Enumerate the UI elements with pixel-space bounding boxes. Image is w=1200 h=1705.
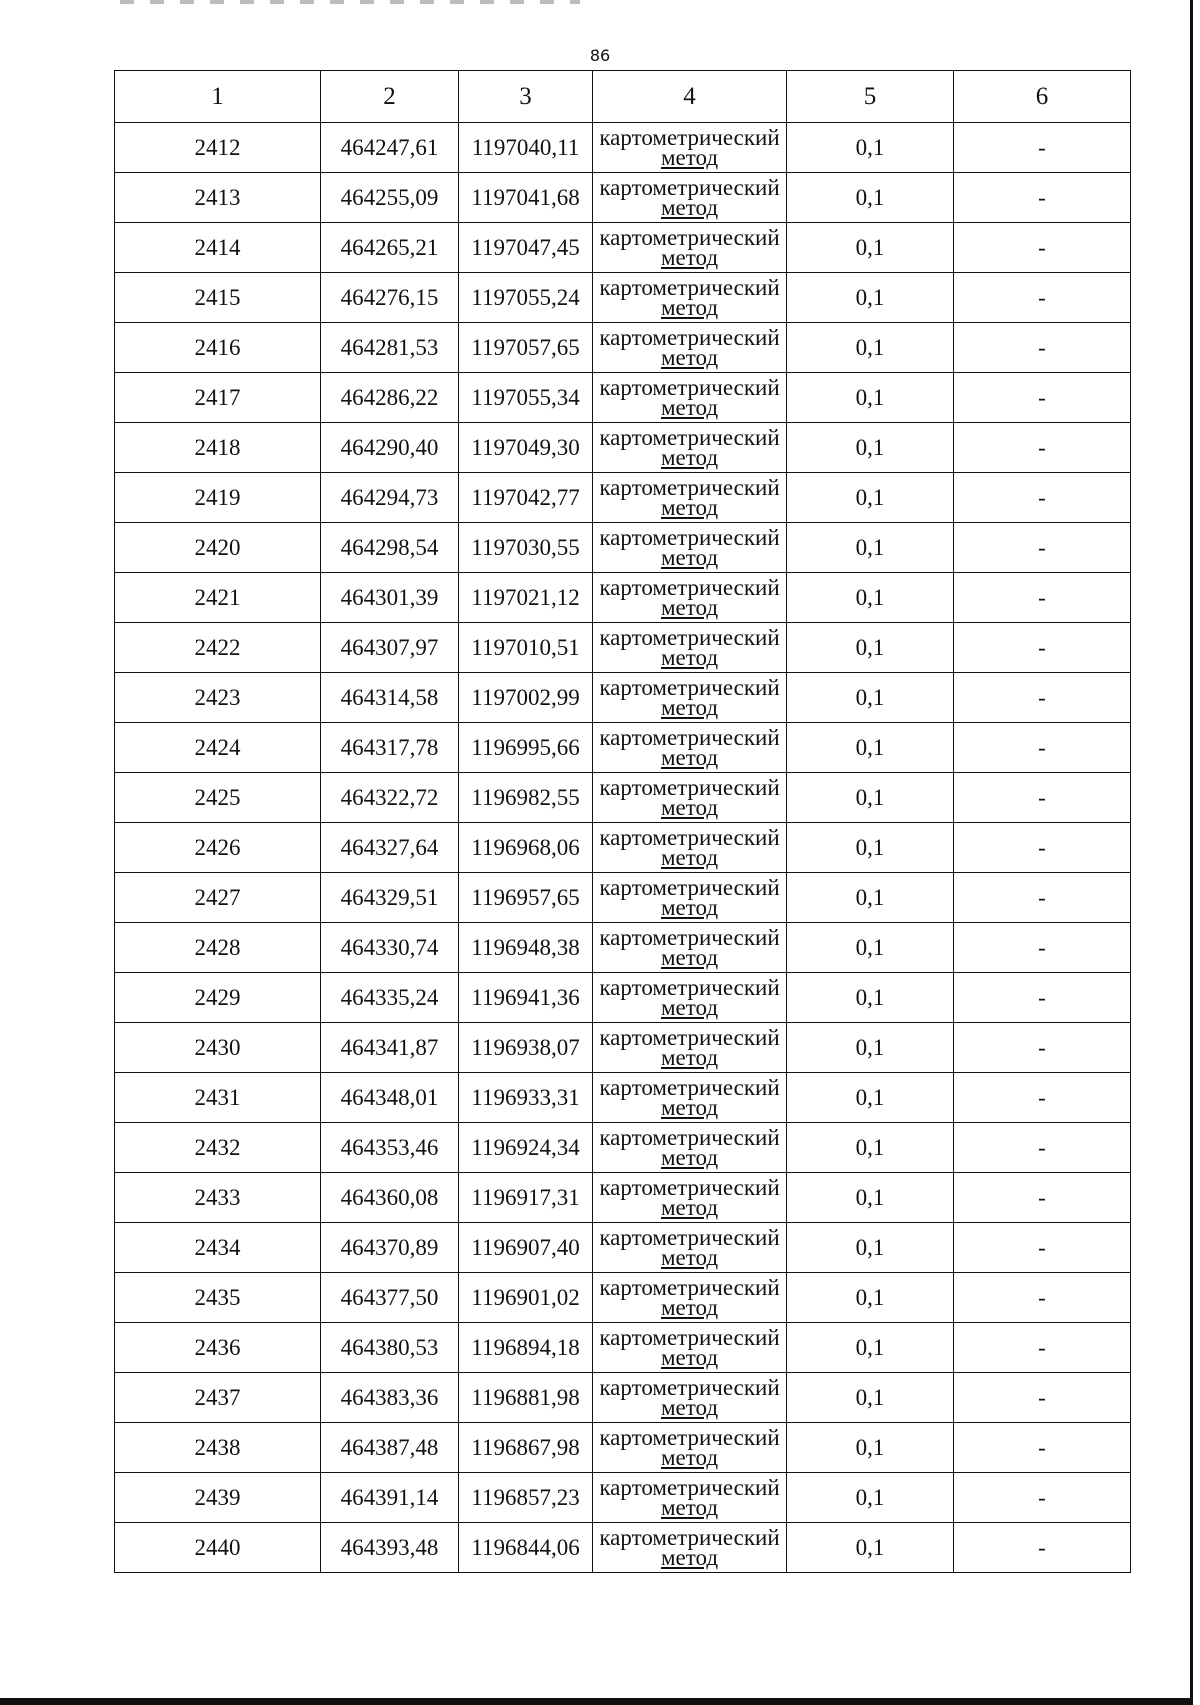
column-header-2: 2 <box>321 71 459 123</box>
method-cell <box>593 1223 787 1273</box>
table-row <box>115 573 1131 623</box>
point-number-cell: 2414 <box>115 223 321 273</box>
method-text-line-2: метод <box>660 744 719 770</box>
y-coordinate-cell: 1196957,65 <box>459 873 593 923</box>
note-cell: - <box>954 1523 1131 1573</box>
table-row <box>115 823 1131 873</box>
method-cell <box>593 1423 787 1473</box>
y-coordinate-cell: 1196844,06 <box>459 1523 593 1573</box>
method-cell <box>593 573 787 623</box>
accuracy-cell: 0,1 <box>787 1273 954 1323</box>
method-text-line-1: картометрический <box>599 1024 780 1050</box>
y-coordinate-cell: 1196924,34 <box>459 1123 593 1173</box>
note-cell: - <box>954 323 1131 373</box>
method-cell <box>593 473 787 523</box>
note-cell: - <box>954 423 1131 473</box>
x-coordinate-cell: 464314,58 <box>321 673 459 723</box>
method-text-line-2: метод <box>660 244 719 270</box>
table-row <box>115 673 1131 723</box>
y-coordinate-cell: 1196982,55 <box>459 773 593 823</box>
accuracy-cell: 0,1 <box>787 373 954 423</box>
accuracy-cell: 0,1 <box>787 1373 954 1423</box>
y-coordinate-cell: 1197042,77 <box>459 473 593 523</box>
y-coordinate-cell: 1197049,30 <box>459 423 593 473</box>
method-cell <box>593 123 787 173</box>
y-coordinate-cell: 1197055,34 <box>459 373 593 423</box>
y-coordinate-cell: 1197021,12 <box>459 573 593 623</box>
method-text-line-1: картометрический <box>599 574 780 600</box>
accuracy-cell: 0,1 <box>787 423 954 473</box>
accuracy-cell: 0,1 <box>787 623 954 673</box>
method-text-line-2: метод <box>660 144 719 170</box>
method-text-line-2: метод <box>660 344 719 370</box>
note-cell: - <box>954 223 1131 273</box>
point-number-cell: 2425 <box>115 773 321 823</box>
method-text-line-1: картометрический <box>599 1474 780 1500</box>
x-coordinate-cell: 464286,22 <box>321 373 459 423</box>
accuracy-cell: 0,1 <box>787 823 954 873</box>
note-cell: - <box>954 773 1131 823</box>
method-text-line-1: картометрический <box>599 1224 780 1250</box>
note-cell: - <box>954 1323 1131 1373</box>
point-number-cell: 2417 <box>115 373 321 423</box>
method-text-line-1: картометрический <box>599 324 780 350</box>
table-row <box>115 773 1131 823</box>
accuracy-cell: 0,1 <box>787 573 954 623</box>
column-header-3: 3 <box>459 71 593 123</box>
method-cell <box>593 1273 787 1323</box>
point-number-cell: 2422 <box>115 623 321 673</box>
accuracy-cell: 0,1 <box>787 1523 954 1573</box>
table-row <box>115 1523 1131 1573</box>
method-text-line-2: метод <box>660 644 719 670</box>
x-coordinate-cell: 464383,36 <box>321 1373 459 1423</box>
accuracy-cell: 0,1 <box>787 873 954 923</box>
note-cell: - <box>954 923 1131 973</box>
point-number-cell: 2419 <box>115 473 321 523</box>
point-number-cell: 2421 <box>115 573 321 623</box>
note-cell: - <box>954 1223 1131 1273</box>
table-row <box>115 873 1131 923</box>
x-coordinate-cell: 464317,78 <box>321 723 459 773</box>
method-text-line-1: картометрический <box>599 274 780 300</box>
method-text-line-2: метод <box>660 894 719 920</box>
method-text-line-2: метод <box>660 1544 719 1570</box>
y-coordinate-cell: 1196857,23 <box>459 1473 593 1523</box>
method-text-line-1: картометрический <box>599 1524 780 1550</box>
point-number-cell: 2427 <box>115 873 321 923</box>
point-number-cell: 2437 <box>115 1373 321 1423</box>
point-number-cell: 2433 <box>115 1173 321 1223</box>
method-cell <box>593 1323 787 1373</box>
accuracy-cell: 0,1 <box>787 173 954 223</box>
table-row <box>115 1073 1131 1123</box>
x-coordinate-cell: 464393,48 <box>321 1523 459 1573</box>
method-text-line-2: метод <box>660 394 719 420</box>
accuracy-cell: 0,1 <box>787 1173 954 1223</box>
table-row <box>115 1023 1131 1073</box>
method-cell <box>593 323 787 373</box>
method-text-line-1: картометрический <box>599 124 780 150</box>
method-cell <box>593 1473 787 1523</box>
y-coordinate-cell: 1196938,07 <box>459 1023 593 1073</box>
y-coordinate-cell: 1197047,45 <box>459 223 593 273</box>
y-coordinate-cell: 1196907,40 <box>459 1223 593 1273</box>
note-cell: - <box>954 623 1131 673</box>
scan-artifact-top <box>120 0 580 4</box>
point-number-cell: 2432 <box>115 1123 321 1173</box>
method-cell <box>593 423 787 473</box>
x-coordinate-cell: 464360,08 <box>321 1173 459 1223</box>
accuracy-cell: 0,1 <box>787 1223 954 1273</box>
point-number-cell: 2439 <box>115 1473 321 1523</box>
x-coordinate-cell: 464341,87 <box>321 1023 459 1073</box>
note-cell: - <box>954 673 1131 723</box>
method-text-line-2: метод <box>660 844 719 870</box>
table-row <box>115 523 1131 573</box>
note-cell: - <box>954 1373 1131 1423</box>
method-text-line-2: метод <box>660 694 719 720</box>
note-cell: - <box>954 873 1131 923</box>
note-cell: - <box>954 1023 1131 1073</box>
method-text-line-2: метод <box>660 294 719 320</box>
method-text-line-1: картометрический <box>599 1124 780 1150</box>
point-number-cell: 2423 <box>115 673 321 723</box>
method-text-line-2: метод <box>660 994 719 1020</box>
y-coordinate-cell: 1196968,06 <box>459 823 593 873</box>
method-text-line-1: картометрический <box>599 974 780 1000</box>
table-row <box>115 273 1131 323</box>
method-cell <box>593 223 787 273</box>
y-coordinate-cell: 1196933,31 <box>459 1073 593 1123</box>
x-coordinate-cell: 464276,15 <box>321 273 459 323</box>
note-cell: - <box>954 473 1131 523</box>
coordinates-table <box>114 70 1131 1573</box>
method-cell <box>593 873 787 923</box>
header-row <box>115 71 1131 123</box>
x-coordinate-cell: 464327,64 <box>321 823 459 873</box>
x-coordinate-cell: 464330,74 <box>321 923 459 973</box>
column-header-1: 1 <box>115 71 321 123</box>
note-cell: - <box>954 973 1131 1023</box>
method-text-line-2: метод <box>660 1444 719 1470</box>
method-text-line-2: метод <box>660 1144 719 1170</box>
method-text-line-2: метод <box>660 794 719 820</box>
x-coordinate-cell: 464335,24 <box>321 973 459 1023</box>
column-header-4: 4 <box>593 71 787 123</box>
method-text-line-2: метод <box>660 444 719 470</box>
point-number-cell: 2429 <box>115 973 321 1023</box>
method-cell <box>593 1523 787 1573</box>
x-coordinate-cell: 464307,97 <box>321 623 459 673</box>
method-cell <box>593 523 787 573</box>
x-coordinate-cell: 464294,73 <box>321 473 459 523</box>
method-cell <box>593 1373 787 1423</box>
y-coordinate-cell: 1197055,24 <box>459 273 593 323</box>
accuracy-cell: 0,1 <box>787 1323 954 1373</box>
accuracy-cell: 0,1 <box>787 1073 954 1123</box>
table-row <box>115 1373 1131 1423</box>
point-number-cell: 2428 <box>115 923 321 973</box>
point-number-cell: 2426 <box>115 823 321 873</box>
point-number-cell: 2436 <box>115 1323 321 1373</box>
accuracy-cell: 0,1 <box>787 273 954 323</box>
y-coordinate-cell: 1196917,31 <box>459 1173 593 1223</box>
method-cell <box>593 823 787 873</box>
y-coordinate-cell: 1197041,68 <box>459 173 593 223</box>
method-text-line-1: картометрический <box>599 824 780 850</box>
table-row <box>115 1423 1131 1473</box>
method-text-line-1: картометрический <box>599 1074 780 1100</box>
note-cell: - <box>954 573 1131 623</box>
method-cell <box>593 673 787 723</box>
note-cell: - <box>954 173 1131 223</box>
accuracy-cell: 0,1 <box>787 223 954 273</box>
point-number-cell: 2440 <box>115 1523 321 1573</box>
x-coordinate-cell: 464301,39 <box>321 573 459 623</box>
method-text-line-2: метод <box>660 1394 719 1420</box>
point-number-cell: 2430 <box>115 1023 321 1073</box>
note-cell: - <box>954 123 1131 173</box>
point-number-cell: 2420 <box>115 523 321 573</box>
method-text-line-2: метод <box>660 1044 719 1070</box>
table-row <box>115 373 1131 423</box>
y-coordinate-cell: 1197040,11 <box>459 123 593 173</box>
y-coordinate-cell: 1197002,99 <box>459 673 593 723</box>
method-text-line-2: метод <box>660 944 719 970</box>
accuracy-cell: 0,1 <box>787 973 954 1023</box>
note-cell: - <box>954 373 1131 423</box>
column-header-5: 5 <box>787 71 954 123</box>
method-text-line-2: метод <box>660 194 719 220</box>
point-number-cell: 2415 <box>115 273 321 323</box>
method-text-line-1: картометрический <box>599 174 780 200</box>
note-cell: - <box>954 1273 1131 1323</box>
x-coordinate-cell: 464322,72 <box>321 773 459 823</box>
method-text-line-1: картометрический <box>599 224 780 250</box>
method-text-line-1: картометрический <box>599 1324 780 1350</box>
table-row <box>115 473 1131 523</box>
table-row <box>115 123 1131 173</box>
y-coordinate-cell: 1197057,65 <box>459 323 593 373</box>
point-number-cell: 2434 <box>115 1223 321 1273</box>
note-cell: - <box>954 823 1131 873</box>
x-coordinate-cell: 464247,61 <box>321 123 459 173</box>
y-coordinate-cell: 1196948,38 <box>459 923 593 973</box>
x-coordinate-cell: 464265,21 <box>321 223 459 273</box>
accuracy-cell: 0,1 <box>787 1123 954 1173</box>
x-coordinate-cell: 464377,50 <box>321 1273 459 1323</box>
point-number-cell: 2413 <box>115 173 321 223</box>
accuracy-cell: 0,1 <box>787 473 954 523</box>
accuracy-cell: 0,1 <box>787 923 954 973</box>
method-cell <box>593 373 787 423</box>
method-text-line-2: метод <box>660 594 719 620</box>
method-text-line-1: картометрический <box>599 1374 780 1400</box>
method-text-line-1: картометрический <box>599 374 780 400</box>
method-cell <box>593 1073 787 1123</box>
method-text-line-1: картометрический <box>599 674 780 700</box>
table-row <box>115 1123 1131 1173</box>
column-header-6: 6 <box>954 71 1131 123</box>
scan-bottom-border <box>0 1698 1193 1705</box>
y-coordinate-cell: 1196881,98 <box>459 1373 593 1423</box>
table-row <box>115 223 1131 273</box>
y-coordinate-cell: 1196901,02 <box>459 1273 593 1323</box>
method-text-line-2: метод <box>660 1094 719 1120</box>
y-coordinate-cell: 1196941,36 <box>459 973 593 1023</box>
table-row <box>115 173 1131 223</box>
note-cell: - <box>954 1073 1131 1123</box>
method-cell <box>593 1173 787 1223</box>
x-coordinate-cell: 464329,51 <box>321 873 459 923</box>
note-cell: - <box>954 1423 1131 1473</box>
table-row <box>115 623 1131 673</box>
table-row <box>115 1473 1131 1523</box>
point-number-cell: 2438 <box>115 1423 321 1473</box>
x-coordinate-cell: 464380,53 <box>321 1323 459 1373</box>
y-coordinate-cell: 1196867,98 <box>459 1423 593 1473</box>
method-cell <box>593 623 787 673</box>
method-text-line-2: метод <box>660 1194 719 1220</box>
method-text-line-2: метод <box>660 1344 719 1370</box>
table-row <box>115 1223 1131 1273</box>
x-coordinate-cell: 464290,40 <box>321 423 459 473</box>
x-coordinate-cell: 464387,48 <box>321 1423 459 1473</box>
note-cell: - <box>954 1123 1131 1173</box>
method-text-line-1: картометрический <box>599 724 780 750</box>
y-coordinate-cell: 1196894,18 <box>459 1323 593 1373</box>
method-cell <box>593 273 787 323</box>
accuracy-cell: 0,1 <box>787 723 954 773</box>
method-text-line-1: картометрический <box>599 874 780 900</box>
method-text-line-1: картометрический <box>599 1424 780 1450</box>
table-row <box>115 323 1131 373</box>
table-row <box>115 723 1131 773</box>
y-coordinate-cell: 1197010,51 <box>459 623 593 673</box>
method-cell <box>593 173 787 223</box>
accuracy-cell: 0,1 <box>787 773 954 823</box>
table-row <box>115 923 1131 973</box>
method-text-line-1: картометрический <box>599 424 780 450</box>
x-coordinate-cell: 464370,89 <box>321 1223 459 1273</box>
method-cell <box>593 773 787 823</box>
method-text-line-1: картометрический <box>599 624 780 650</box>
table-body <box>115 123 1131 1573</box>
accuracy-cell: 0,1 <box>787 1473 954 1523</box>
method-text-line-1: картометрический <box>599 924 780 950</box>
method-text-line-2: метод <box>660 1294 719 1320</box>
accuracy-cell: 0,1 <box>787 323 954 373</box>
note-cell: - <box>954 273 1131 323</box>
method-text-line-2: метод <box>660 1244 719 1270</box>
x-coordinate-cell: 464353,46 <box>321 1123 459 1173</box>
note-cell: - <box>954 1473 1131 1523</box>
x-coordinate-cell: 464298,54 <box>321 523 459 573</box>
x-coordinate-cell: 464348,01 <box>321 1073 459 1123</box>
accuracy-cell: 0,1 <box>787 1023 954 1073</box>
method-text-line-1: картометрический <box>599 1274 780 1300</box>
scan-right-border <box>1190 0 1193 1705</box>
note-cell: - <box>954 723 1131 773</box>
method-text-line-2: метод <box>660 1494 719 1520</box>
accuracy-cell: 0,1 <box>787 1423 954 1473</box>
page-number: 86 <box>589 46 611 65</box>
method-cell <box>593 973 787 1023</box>
table-row <box>115 1273 1131 1323</box>
note-cell: - <box>954 1173 1131 1223</box>
method-text-line-1: картометрический <box>599 1174 780 1200</box>
point-number-cell: 2431 <box>115 1073 321 1123</box>
method-cell <box>593 723 787 773</box>
method-text-line-2: метод <box>660 494 719 520</box>
table-row <box>115 973 1131 1023</box>
x-coordinate-cell: 464281,53 <box>321 323 459 373</box>
method-cell <box>593 1023 787 1073</box>
table-row <box>115 1323 1131 1373</box>
table-row <box>115 423 1131 473</box>
point-number-cell: 2424 <box>115 723 321 773</box>
method-text-line-2: метод <box>660 544 719 570</box>
table-row <box>115 1173 1131 1223</box>
y-coordinate-cell: 1197030,55 <box>459 523 593 573</box>
method-text-line-1: картометрический <box>599 524 780 550</box>
method-cell <box>593 923 787 973</box>
method-cell <box>593 1123 787 1173</box>
x-coordinate-cell: 464255,09 <box>321 173 459 223</box>
point-number-cell: 2416 <box>115 323 321 373</box>
x-coordinate-cell: 464391,14 <box>321 1473 459 1523</box>
point-number-cell: 2418 <box>115 423 321 473</box>
accuracy-cell: 0,1 <box>787 673 954 723</box>
y-coordinate-cell: 1196995,66 <box>459 723 593 773</box>
point-number-cell: 2412 <box>115 123 321 173</box>
method-text-line-1: картометрический <box>599 774 780 800</box>
accuracy-cell: 0,1 <box>787 123 954 173</box>
note-cell: - <box>954 523 1131 573</box>
point-number-cell: 2435 <box>115 1273 321 1323</box>
method-text-line-1: картометрический <box>599 474 780 500</box>
accuracy-cell: 0,1 <box>787 523 954 573</box>
